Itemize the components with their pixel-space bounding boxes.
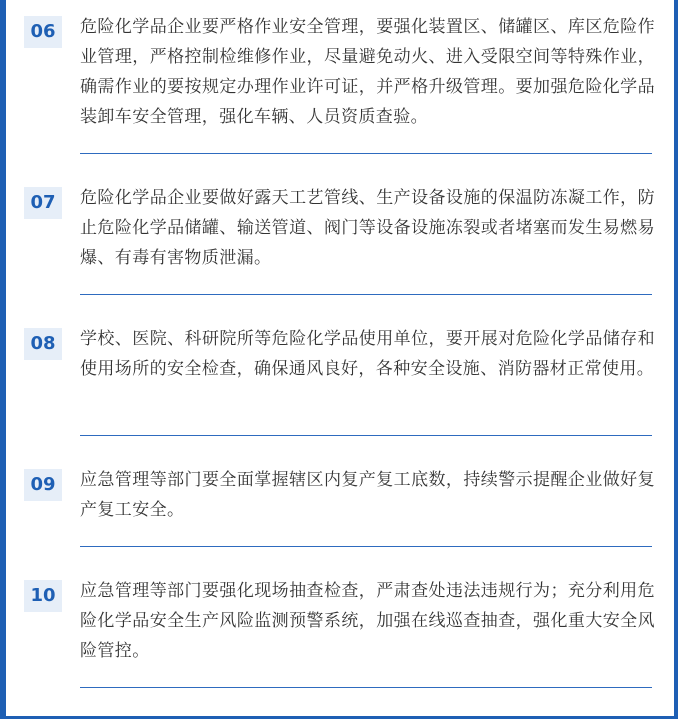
item-text: 学校、医院、科研院所等危险化学品使用单位，要开展对危险化学品储存和使用场所的安全检查，确保通风良好，各种安全设施、消防器材正常使用。 bbox=[80, 329, 655, 379]
item-text: 应急管理等部门要强化现场抽查检查，严肃查处违法违规行为；充分利用危险化学品安全生产风险监测预警系统，加强在线巡查抽查，强化重大安全风险管控。 bbox=[80, 581, 655, 661]
item-number-badge: 08 bbox=[24, 328, 62, 360]
left-border bbox=[0, 0, 6, 719]
item-number-badge: 06 bbox=[24, 16, 62, 48]
item-text: 危险化学品企业要做好露天工艺管线、生产设备设施的保温防冻凝工作，防止危险化学品储罐、输送管道、阀门等设备设施冻裂或者堵塞而发生易燃易爆、有毒有害物质泄漏。 bbox=[80, 188, 655, 268]
divider bbox=[80, 435, 652, 436]
divider bbox=[80, 153, 652, 154]
divider bbox=[80, 294, 652, 295]
right-border bbox=[674, 0, 678, 719]
divider bbox=[80, 687, 652, 688]
item-number-badge: 09 bbox=[24, 469, 62, 501]
item-text: 危险化学品企业要严格作业安全管理，要强化装置区、储罐区、库区危险作业管理，严格控制检维修作业，尽量避免动火、进入受限空间等特殊作业，确需作业的要按规定办理作业许可证，并严格升级管理。要加强危险化学品装卸车安全管理，强化车辆、人员资质查验。 bbox=[80, 17, 655, 127]
divider bbox=[80, 546, 652, 547]
item-number-badge: 07 bbox=[24, 187, 62, 219]
item-number-badge: 10 bbox=[24, 580, 62, 612]
item-text: 应急管理等部门要全面掌握辖区内复产复工底数，持续警示提醒企业做好复产复工安全。 bbox=[80, 470, 655, 520]
